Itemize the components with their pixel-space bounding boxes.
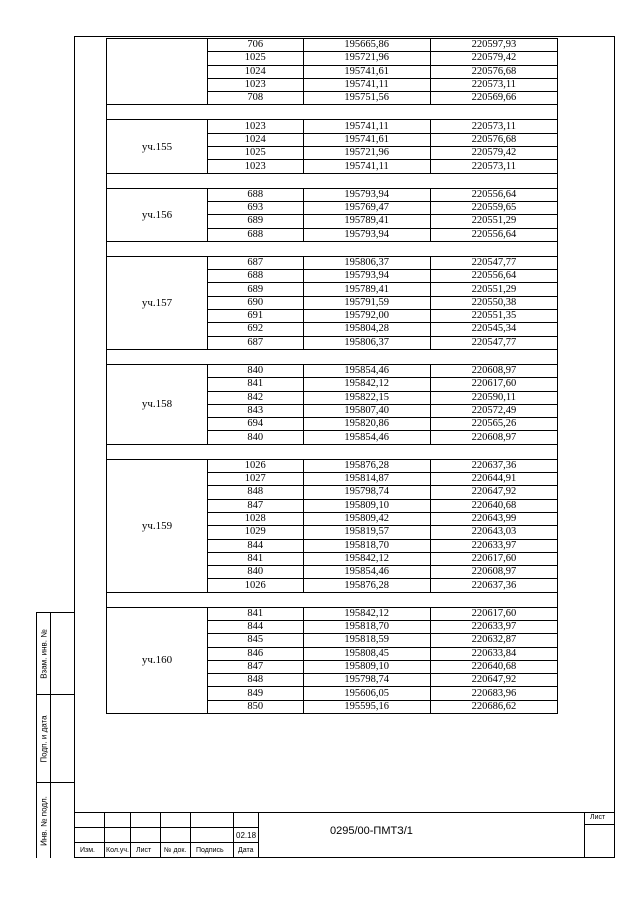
y-coordinate: 220617,60	[430, 378, 557, 391]
x-coordinate: 195793,94	[303, 228, 430, 241]
point-number: 842	[207, 391, 303, 404]
x-coordinate: 195818,70	[303, 539, 430, 552]
point-number: 691	[207, 310, 303, 323]
point-number: 1026	[207, 459, 303, 472]
group-spacer	[107, 592, 558, 607]
y-coordinate: 220643,99	[430, 512, 557, 525]
y-coordinate: 220640,68	[430, 499, 557, 512]
y-coordinate: 220576,68	[430, 65, 557, 78]
x-coordinate: 195721,96	[303, 147, 430, 160]
y-coordinate: 220547,77	[430, 336, 557, 349]
x-coordinate: 195854,46	[303, 566, 430, 579]
point-number: 846	[207, 647, 303, 660]
point-number: 689	[207, 283, 303, 296]
x-coordinate: 195818,70	[303, 620, 430, 633]
point-number: 693	[207, 201, 303, 214]
y-coordinate: 220551,35	[430, 310, 557, 323]
group-spacer	[107, 349, 558, 364]
col-izm: Изм.	[80, 847, 95, 854]
y-coordinate: 220633,84	[430, 647, 557, 660]
inv-podl-label: Инв. № подл.	[39, 796, 48, 846]
y-coordinate: 220573,11	[430, 120, 557, 133]
point-number: 848	[207, 674, 303, 687]
x-coordinate: 195808,45	[303, 647, 430, 660]
point-number: 849	[207, 687, 303, 700]
point-number: 689	[207, 215, 303, 228]
x-coordinate: 195721,96	[303, 52, 430, 65]
point-number: 688	[207, 188, 303, 201]
point-number: 850	[207, 700, 303, 713]
coordinates-table	[106, 38, 558, 714]
x-coordinate: 195798,74	[303, 674, 430, 687]
x-coordinate: 195665,86	[303, 39, 430, 52]
point-number: 687	[207, 256, 303, 269]
podp-data-label: Подп. и дата	[39, 714, 48, 763]
x-coordinate: 195807,40	[303, 404, 430, 417]
point-number: 1028	[207, 512, 303, 525]
x-coordinate: 195751,56	[303, 92, 430, 105]
y-coordinate: 220556,64	[430, 228, 557, 241]
x-coordinate: 195606,05	[303, 687, 430, 700]
plot-label: уч.155	[107, 120, 208, 173]
x-coordinate: 195809,10	[303, 660, 430, 673]
x-coordinate: 195769,47	[303, 201, 430, 214]
point-number: 847	[207, 499, 303, 512]
x-coordinate: 195741,11	[303, 120, 430, 133]
table-row	[107, 607, 558, 620]
point-number: 848	[207, 486, 303, 499]
table-row	[107, 120, 558, 133]
y-coordinate: 220556,64	[430, 188, 557, 201]
y-coordinate: 220608,97	[430, 364, 557, 377]
y-coordinate: 220647,92	[430, 486, 557, 499]
point-number: 1027	[207, 473, 303, 486]
y-coordinate: 220640,68	[430, 660, 557, 673]
point-number: 840	[207, 364, 303, 377]
x-coordinate: 195842,12	[303, 378, 430, 391]
y-coordinate: 220579,42	[430, 52, 557, 65]
x-coordinate: 195792,00	[303, 310, 430, 323]
point-number: 1024	[207, 133, 303, 146]
x-coordinate: 195595,16	[303, 700, 430, 713]
y-coordinate: 220632,87	[430, 634, 557, 647]
col-n-dok: № док.	[164, 847, 187, 854]
x-coordinate: 195842,12	[303, 552, 430, 565]
y-coordinate: 220559,65	[430, 201, 557, 214]
point-number: 843	[207, 404, 303, 417]
col-kol-uch: Кол.уч.	[106, 847, 129, 854]
point-number: 841	[207, 378, 303, 391]
col-list: Лист	[136, 847, 152, 854]
point-number: 841	[207, 552, 303, 565]
table-row	[107, 39, 558, 52]
y-coordinate: 220597,93	[430, 39, 557, 52]
point-number: 1023	[207, 160, 303, 173]
x-coordinate: 195809,10	[303, 499, 430, 512]
y-coordinate: 220637,36	[430, 579, 557, 592]
point-number: 708	[207, 92, 303, 105]
x-coordinate: 195876,28	[303, 459, 430, 472]
vzam-inv-label: Взам. инв. №	[39, 628, 48, 679]
x-coordinate: 195798,74	[303, 486, 430, 499]
point-number: 692	[207, 323, 303, 336]
y-coordinate: 220551,29	[430, 283, 557, 296]
col-data: Дата	[238, 847, 254, 854]
x-coordinate: 195819,57	[303, 526, 430, 539]
point-number: 1024	[207, 65, 303, 78]
group-spacer	[107, 444, 558, 459]
x-coordinate: 195806,37	[303, 336, 430, 349]
y-coordinate: 220644,91	[430, 473, 557, 486]
col-podpis: Подпись	[196, 847, 224, 854]
y-coordinate: 220617,60	[430, 552, 557, 565]
point-number: 1023	[207, 120, 303, 133]
y-coordinate: 220608,97	[430, 566, 557, 579]
x-coordinate: 195741,11	[303, 78, 430, 91]
x-coordinate: 195741,61	[303, 65, 430, 78]
left-margin-stamp	[36, 612, 74, 858]
y-coordinate: 220569,66	[430, 92, 557, 105]
point-number: 706	[207, 39, 303, 52]
point-number: 840	[207, 431, 303, 444]
plot-label: уч.158	[107, 364, 208, 444]
y-coordinate: 220617,60	[430, 607, 557, 620]
x-coordinate: 195793,94	[303, 270, 430, 283]
x-coordinate: 195809,42	[303, 512, 430, 525]
plot-label	[107, 39, 208, 105]
point-number: 688	[207, 270, 303, 283]
y-coordinate: 220545,34	[430, 323, 557, 336]
y-coordinate: 220686,62	[430, 700, 557, 713]
y-coordinate: 220565,26	[430, 418, 557, 431]
x-coordinate: 195791,59	[303, 296, 430, 309]
x-coordinate: 195854,46	[303, 431, 430, 444]
y-coordinate: 220576,68	[430, 133, 557, 146]
group-spacer	[107, 241, 558, 256]
x-coordinate: 195818,59	[303, 634, 430, 647]
point-number: 1026	[207, 579, 303, 592]
y-coordinate: 220573,11	[430, 78, 557, 91]
point-number: 841	[207, 607, 303, 620]
group-spacer	[107, 105, 558, 120]
x-coordinate: 195793,94	[303, 188, 430, 201]
y-coordinate: 220579,42	[430, 147, 557, 160]
x-coordinate: 195822,15	[303, 391, 430, 404]
y-coordinate: 220547,77	[430, 256, 557, 269]
y-coordinate: 220550,38	[430, 296, 557, 309]
point-number: 687	[207, 336, 303, 349]
point-number: 1025	[207, 147, 303, 160]
sheet-label: Лист	[590, 814, 606, 821]
point-number: 694	[207, 418, 303, 431]
y-coordinate: 220556,64	[430, 270, 557, 283]
y-coordinate: 220590,11	[430, 391, 557, 404]
point-number: 1029	[207, 526, 303, 539]
y-coordinate: 220633,97	[430, 620, 557, 633]
date-value: 02.18	[236, 831, 257, 840]
y-coordinate: 220633,97	[430, 539, 557, 552]
x-coordinate: 195820,86	[303, 418, 430, 431]
point-number: 844	[207, 539, 303, 552]
point-number: 1025	[207, 52, 303, 65]
y-coordinate: 220573,11	[430, 160, 557, 173]
document-code: 0295/00-ПМТЗ/1	[330, 825, 413, 837]
y-coordinate: 220608,97	[430, 431, 557, 444]
x-coordinate: 195876,28	[303, 579, 430, 592]
y-coordinate: 220551,29	[430, 215, 557, 228]
y-coordinate: 220683,96	[430, 687, 557, 700]
x-coordinate: 195789,41	[303, 215, 430, 228]
point-number: 847	[207, 660, 303, 673]
x-coordinate: 195741,61	[303, 133, 430, 146]
x-coordinate: 195804,28	[303, 323, 430, 336]
point-number: 688	[207, 228, 303, 241]
group-spacer	[107, 173, 558, 188]
table-row	[107, 256, 558, 269]
point-number: 1023	[207, 78, 303, 91]
table-row	[107, 364, 558, 377]
point-number: 690	[207, 296, 303, 309]
x-coordinate: 195854,46	[303, 364, 430, 377]
y-coordinate: 220637,36	[430, 459, 557, 472]
plot-label: уч.159	[107, 459, 208, 592]
point-number: 840	[207, 566, 303, 579]
x-coordinate: 195842,12	[303, 607, 430, 620]
x-coordinate: 195741,11	[303, 160, 430, 173]
plot-label: уч.157	[107, 256, 208, 349]
point-number: 845	[207, 634, 303, 647]
y-coordinate: 220643,03	[430, 526, 557, 539]
plot-label: уч.156	[107, 188, 208, 241]
x-coordinate: 195814,87	[303, 473, 430, 486]
plot-label: уч.160	[107, 607, 208, 713]
table-row	[107, 459, 558, 472]
table-row	[107, 188, 558, 201]
y-coordinate: 220572,49	[430, 404, 557, 417]
y-coordinate: 220647,92	[430, 674, 557, 687]
point-number: 844	[207, 620, 303, 633]
x-coordinate: 195806,37	[303, 256, 430, 269]
x-coordinate: 195789,41	[303, 283, 430, 296]
